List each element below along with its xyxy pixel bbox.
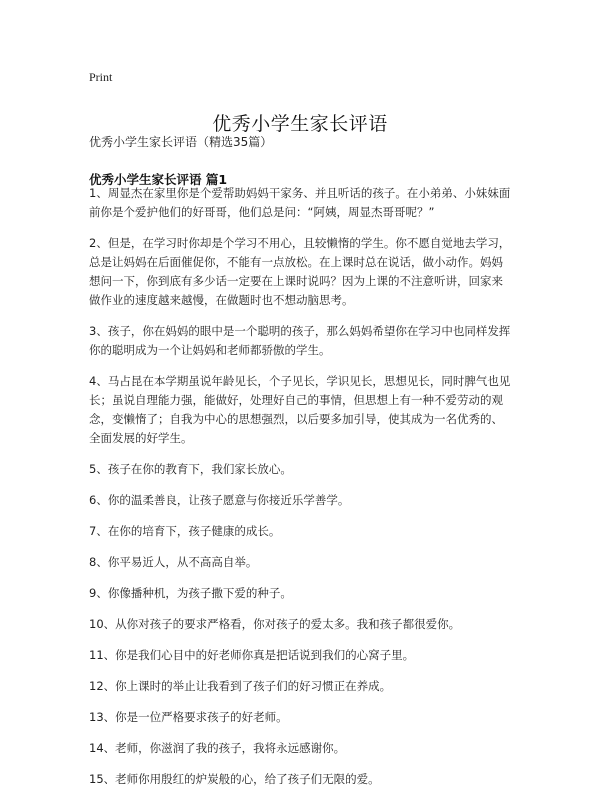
comment-item: 3、孩子，你在妈妈的眼中是一个聪明的孩子，那么妈妈希望你在学习中也同样发挥你的聪明成为一个让妈妈和老师都骄傲的学生。 [89,324,511,357]
comment-item: 10、从你对孩子的要求严格看，你对孩子的爱太多。我和孩子都很爱你。 [89,617,461,631]
document-subtitle: 优秀小学生家长评语（精选35篇） [89,135,273,149]
section-heading: 优秀小学生家长评语 篇1 [89,172,228,188]
comment-item: 2、但是，在学习时你却是个学习不用心，且较懒惰的学生。你不愿自觉地去学习，总是让妈妈在后面催促你，不能有一点放松。在上课时总在说话，做小动作。妈妈想问一下，你到底有多少话一定要在上课时说吗？因为上课的不注意听讲，回家来做作业的速度越来越慢，在做题时也不想动脑思考。 [89,236,511,307]
comment-item: 15、老师你用殷红的炉炭般的心，给了孩子们无限的爱。 [89,772,380,786]
comment-item: 12、你上课时的举止让我看到了孩子们的好习惯正在养成。 [89,679,392,693]
comment-item: 13、你是一位严格要求孩子的好老师。 [89,710,288,724]
comment-item: 4、马占昆在本学期虽说年龄见长，个子见长，学识见长，思想见长，同时脾气也见长；虽说自理能力强，能做好，处理好自己的事情，但思想上有一种不爱劳动的观念，变懒惰了；自我为中心的思想强烈，以后要多加引导，使其成为一名优秀的、全面发展的好学生。 [89,374,511,445]
print-link[interactable]: Print [89,70,113,84]
comment-item: 1、周显杰在家里你是个爱帮助妈妈干家务、并且听话的孩子。在小弟弟、小妹妹面前你是个爱护他们的好哥哥，他们总是问：“阿姨，周显杰哥哥呢？” [89,186,511,219]
comment-item: 7、在你的培育下，孩子健康的成长。 [89,524,281,538]
page-title: 优秀小学生家长评语 [212,112,388,135]
comment-item: 8、你平易近人，从不高高自举。 [89,555,258,569]
comment-item: 6、你的温柔善良，让孩子愿意与你接近乐学善学。 [89,493,350,507]
comment-item: 14、老师，你滋润了我的孩子，我将永远感谢你。 [89,741,346,755]
comment-item: 11、你是我们心目中的好老师你真是把话说到我们的心窝子里。 [89,648,415,662]
comment-item: 9、你像播种机，为孩子撒下爱的种子。 [89,586,292,600]
comment-list [89,184,512,801]
comment-item: 5、孩子在你的教育下，我们家长放心。 [89,462,292,476]
